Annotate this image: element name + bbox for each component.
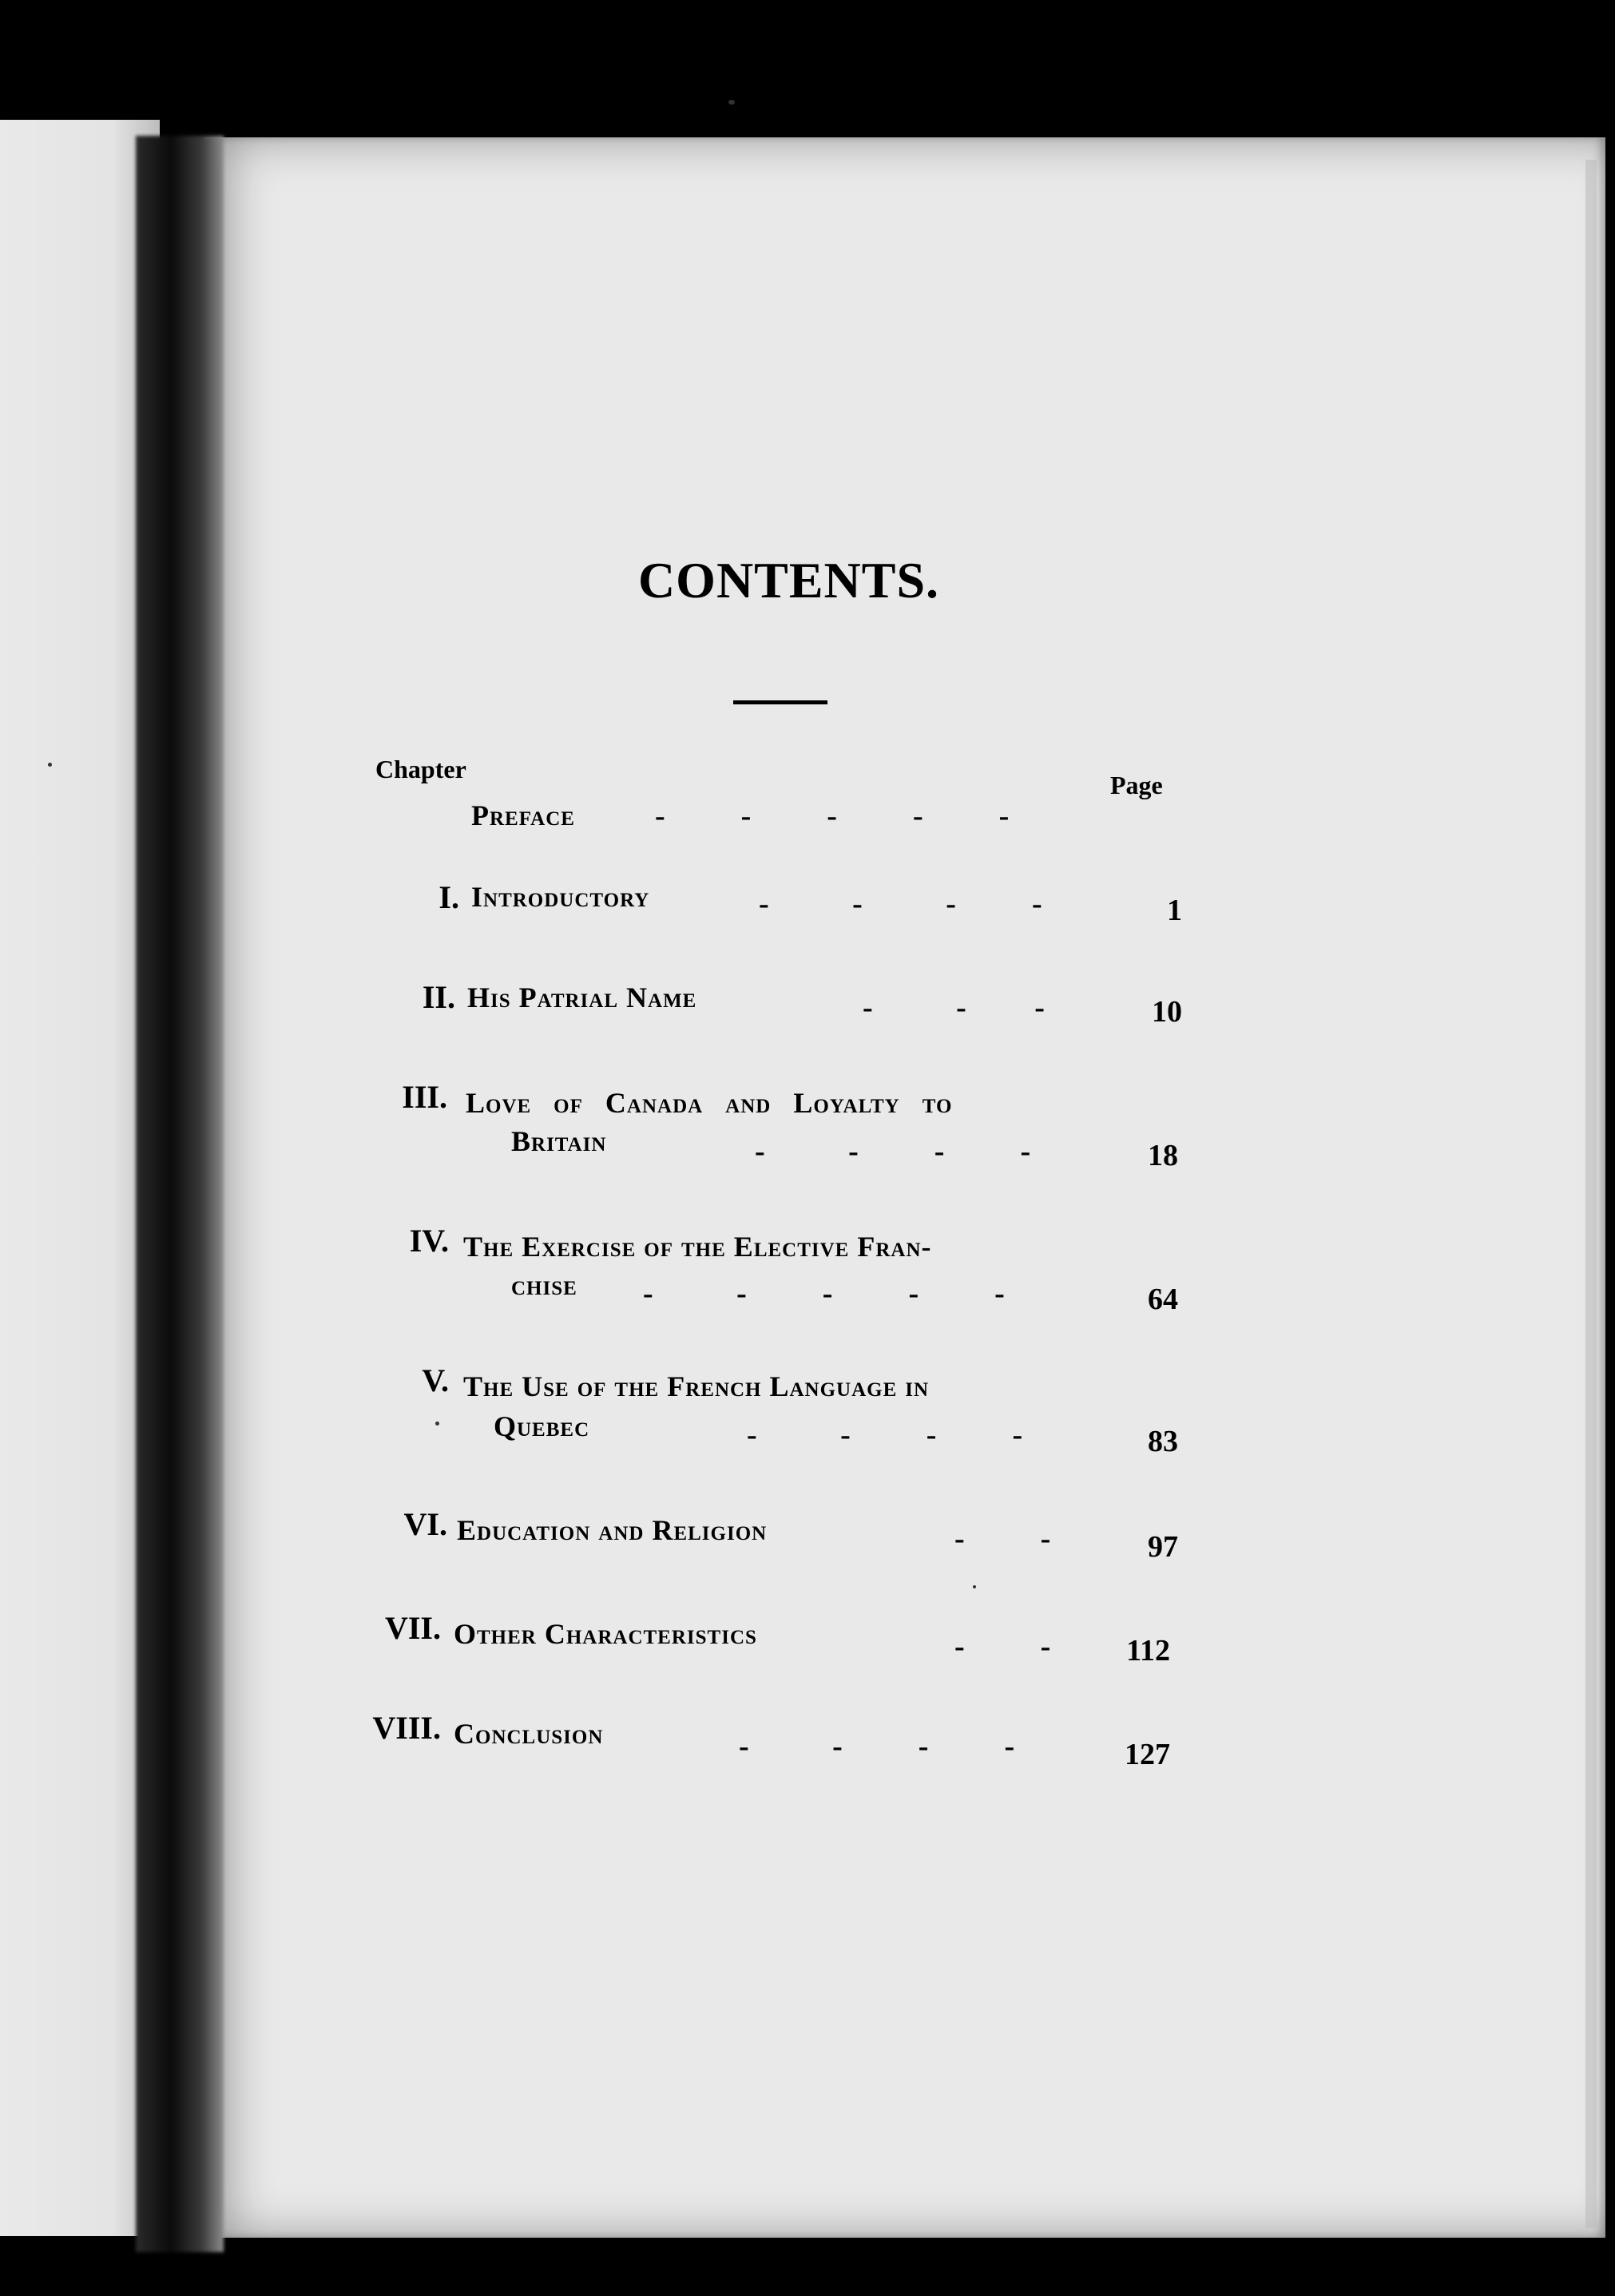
toc-entry-title: His Patrial Name: [467, 981, 697, 1013]
toc-entry-number: II.: [422, 979, 455, 1015]
dot-leader: - - - - -: [643, 1277, 1005, 1311]
toc-entry-page: 10: [1152, 995, 1182, 1029]
toc-entry-title: Preface: [471, 799, 575, 831]
toc-entry-number: VI.: [403, 1506, 447, 1542]
toc-entry-title-continued: chise: [511, 1269, 577, 1301]
toc-entry-title: The Exercise of the Elective Fran-: [463, 1231, 932, 1263]
dot-leader: - -: [954, 1630, 1051, 1664]
book-gutter-shadow: [136, 136, 224, 2252]
scan-speck: [48, 763, 52, 767]
toc-entry-number: VII.: [384, 1610, 441, 1646]
toc-entry-number: I.: [438, 879, 459, 915]
toc-entry-title-continued: Britain: [511, 1125, 607, 1157]
toc-entry-number: III.: [402, 1079, 447, 1115]
scan-speck: [728, 100, 735, 105]
dot-leader: - - -: [863, 991, 1045, 1025]
toc-entry-title: Love of Canada and Loyalty to: [466, 1087, 953, 1119]
page-column-header: Page: [1110, 771, 1163, 799]
scan-speck: [435, 1422, 439, 1426]
toc-entry-title: The Use of the French Language in: [463, 1370, 930, 1402]
toc-entry-page: 112: [1126, 1634, 1170, 1667]
toc-entry-title: Other Characteristics: [454, 1618, 757, 1650]
page-title: CONTENTS.: [637, 552, 940, 609]
dot-leader: - - - -: [755, 1135, 1031, 1168]
toc-entry-title: Introductory: [471, 881, 650, 913]
toc-entry-page: 83: [1148, 1425, 1178, 1458]
toc-entry-page: 1: [1167, 894, 1182, 927]
dot-leader: - - - -: [747, 1418, 1023, 1452]
chapter-column-header: Chapter: [375, 755, 466, 783]
toc-entry-page: 18: [1148, 1139, 1178, 1172]
toc-entry-page: 127: [1125, 1738, 1170, 1771]
toc-entry-number: V.: [422, 1362, 449, 1398]
dot-leader: - - - - -: [655, 799, 1010, 833]
scan-speck: [973, 1585, 976, 1588]
book-page: [204, 137, 1605, 2238]
toc-entry-title: Education and Religion: [457, 1514, 768, 1546]
dot-leader: - -: [954, 1522, 1051, 1556]
toc-entry-title: Conclusion: [454, 1718, 604, 1750]
toc-entry-number: IV.: [409, 1223, 449, 1259]
page-edge: [1585, 160, 1597, 2228]
toc-entry-number: VIII.: [372, 1710, 441, 1746]
toc-entry-page: 64: [1148, 1283, 1178, 1316]
dot-leader: - - - -: [759, 887, 1042, 921]
dot-leader: - - - -: [739, 1730, 1015, 1763]
toc-entry-page: 97: [1148, 1530, 1178, 1564]
toc-entry-title-continued: Quebec: [494, 1410, 590, 1442]
title-rule: [733, 700, 827, 704]
